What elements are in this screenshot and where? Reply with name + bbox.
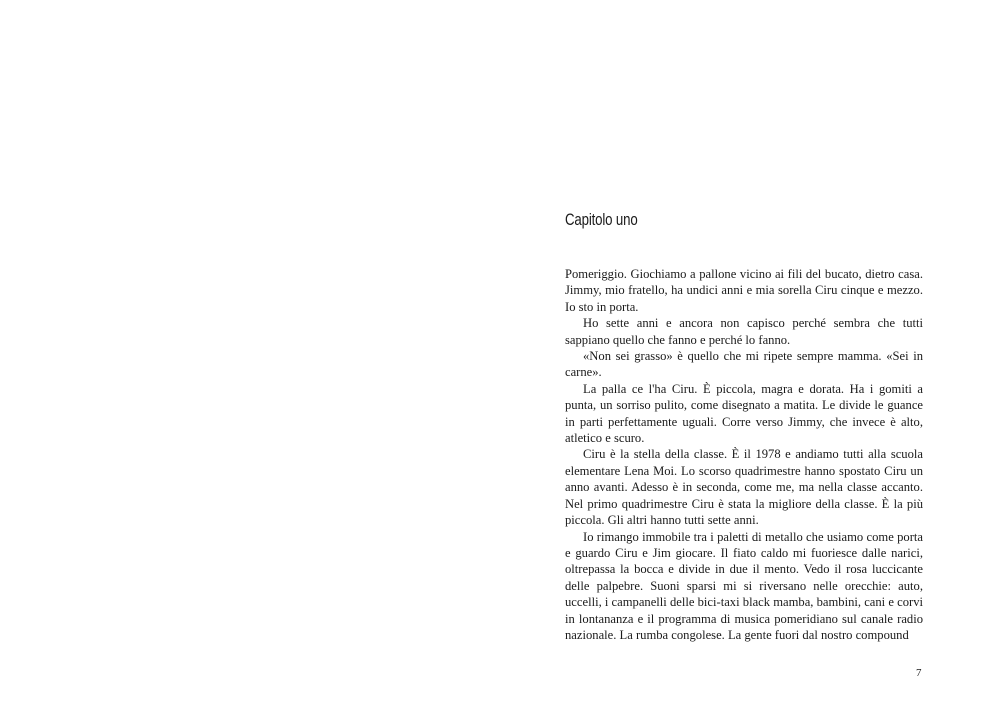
- paragraph: «Non sei grasso» è quello che mi ripete sempre mamma. «Sei in carne».: [565, 349, 923, 380]
- chapter-title: Capitolo uno: [565, 210, 638, 229]
- paragraph: Ciru è la stella della classe. È il 1978 e andiamo tutti alla scuola elementare Lena Moi. Lo scorso quadrimestre hanno spostato Ciru un anno avanti. Adesso è in seconda, come me, ma nella classe accanto. Nel primo quadrimestre Ciru è stata la migliore della classe. È la più piccola. Gli altri hanno tutti sette anni.: [565, 447, 923, 528]
- paragraph: Io rimango immobile tra i paletti di metallo che usiamo come porta e guardo Ciru e Jim giocare. Il fiato caldo mi fuoriesce dalle narici, oltrepassa la bocca e divide in due il mento. Vedo il rosa luccicante delle palpebre. Suoni sparsi mi si riversano nelle orecchie: auto, uccelli, i campanelli delle bici-taxi black mamba, bambini, cani e corvi in lontananza e il programma di musica pomeridiano sul canale radio nazionale. La rumba congolese. La gente fuori dal nostro compound: [565, 529, 923, 642]
- chapter-body-text: [565, 266, 923, 643]
- page-number: 7: [916, 667, 922, 679]
- paragraph: Ho sette anni e ancora non capisco perché sembra che tutti sappiano quello che fanno e perché lo fanno.: [565, 316, 923, 347]
- paragraph: La palla ce l'ha Ciru. È piccola, magra e dorata. Ha i gomiti a punta, un sorriso pulito, come disegnato a matita. Le divide le guance in parti perfettamente uguali. Corre verso Jimmy, che invece è alto, atletico e scuro.: [565, 381, 923, 446]
- right-page: [496, 0, 992, 728]
- paragraph: Pomeriggio. Giochiamo a pallone vicino ai fili del bucato, dietro casa. Jimmy, mio fratello, ha undici anni e mia sorella Ciru cinque e mezzo. Io sto in porta.: [565, 267, 923, 314]
